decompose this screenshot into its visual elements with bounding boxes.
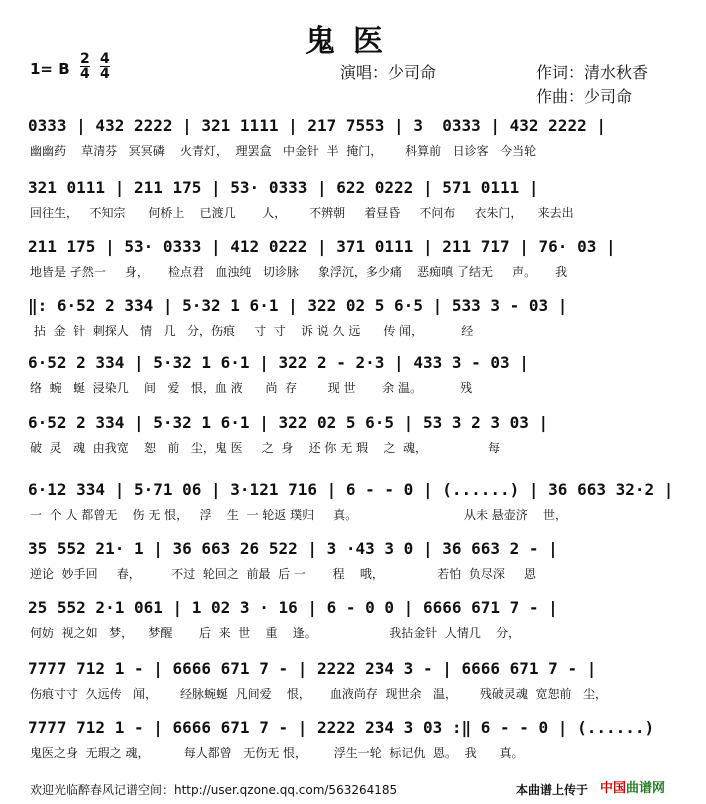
lyrics: 地皆是 孑然一 身， 检点君 血浊纯 切诊脉 象浮沉，多少痛 恶痴嗔 了结无 声。 我: [30, 265, 568, 279]
site-logo: [600, 777, 665, 796]
time-num: 2: [80, 51, 90, 67]
lyrics: 鬼医之身 无瑕之 魂， 每人都曾 无伤无 恨， 浮生一轮 标记仇 恩。 我 真。: [30, 746, 524, 760]
lyrics: 络 蜿 蜒 浸染几 间 爱 恨，血 液 尚 存 现 世 余 温。 残: [30, 381, 473, 395]
time-num: 4: [100, 51, 110, 67]
song-title: 鬼医: [305, 24, 401, 59]
notation: 7777 712 1 - | 6666 671 7 - | 2222 234 3 03 :‖ 6 - - 0 | (......): [28, 718, 655, 737]
time-den: 4: [80, 66, 90, 82]
lyrics: 破 灵 魂 由我宽 恕 前 尘，鬼 医 之 身 还 你 无 瑕 之 魂， 每: [30, 441, 500, 455]
time-den: 4: [100, 66, 110, 82]
composer-credit: 作曲：少司命: [536, 87, 633, 106]
notation: 0333 | 432 2222 | 321 1111 | 217 7553 | 3 0333 | 432 2222 |: [28, 116, 606, 135]
lyrics: 逆论 妙手回 春， 不过 轮回之 前最 后 一 程 哦， 若怕 负尽深 恩: [30, 567, 536, 581]
notation: 7777 712 1 - | 6666 671 7 - | 2222 234 3 - | 6666 671 7 - |: [28, 659, 597, 678]
footer-credit: 欢迎光临醉春风记谱空间：http://user.qzone.qq.com/563264185: [30, 783, 398, 797]
notation: 211 175 | 53· 0333 | 412 0222 | 371 0111 | 211 717 | 76· 03 |: [28, 237, 616, 256]
notation: ‖: 6·52 2 334 | 5·32 1 6·1 | 322 02 5 6·5 | 533 3 - 03 |: [28, 296, 568, 315]
upload-note: 本曲谱上传于: [516, 783, 589, 797]
lyrics: 何妨 视之如 梦， 梦醒 后 来 世 重 逢。 我拈金针 人情几 分，: [30, 626, 521, 640]
notation: 6·52 2 334 | 5·32 1 6·1 | 322 02 5 6·5 | 53 3 2 3 03 |: [28, 413, 549, 432]
lyricist-credit: 作词：清水秋香: [536, 63, 649, 82]
notation: 321 0111 | 211 175 | 53· 0333 | 622 0222 | 571 0111 |: [28, 178, 539, 197]
notation: 6·12 334 | 5·71 06 | 3·121 716 | 6 - - 0 | (......) | 36 663 32·2 |: [28, 480, 674, 499]
lyrics: 回往生， 不知宗 何桥上 已渡几 人， 不辨朝 着昼昏 不问布 衣朱门， 来去出: [30, 206, 574, 220]
time-signature-2-4: [80, 52, 90, 81]
notation: 25 552 2·1 061 | 1 02 3 · 16 | 6 - 0 0 | 6666 671 7 - |: [28, 598, 558, 617]
lyrics: 伤痕寸寸 久远传 闻， 经脉蜿蜒 凡间爱 恨， 血液尚存 现世余 温， 残破灵魂 宽恕前 尘，: [30, 687, 607, 701]
logo-cn: 中国: [600, 781, 627, 796]
singer-credit: 演唱：少司命: [340, 63, 437, 82]
lyrics: 拈 金 针 刺探人 情 几 分，伤痕 寸 寸 诉 说 久 远 传 闻， 经: [30, 324, 474, 338]
notation: 35 552 21· 1 | 36 663 26 522 | 3 ·43 3 0 | 36 663 2 - |: [28, 539, 558, 558]
key-signature: 1= B: [30, 60, 70, 78]
lyrics: 幽幽药 草清芬 冥冥磷 火青灯， 理罢盒 中金针 半 掩门， 科算前 日诊客 今当轮: [30, 144, 537, 158]
time-signature-4-4: [100, 52, 110, 81]
logo-music: 曲谱网: [626, 781, 666, 796]
lyrics: 一 个 人 都曾无 伤 无 恨， 浮 生 一 轮返 璞归 真。 从未 悬壶济 世，: [30, 508, 568, 522]
notation: 6·52 2 334 | 5·32 1 6·1 | 322 2 - 2·3 | 433 3 - 03 |: [28, 353, 529, 372]
